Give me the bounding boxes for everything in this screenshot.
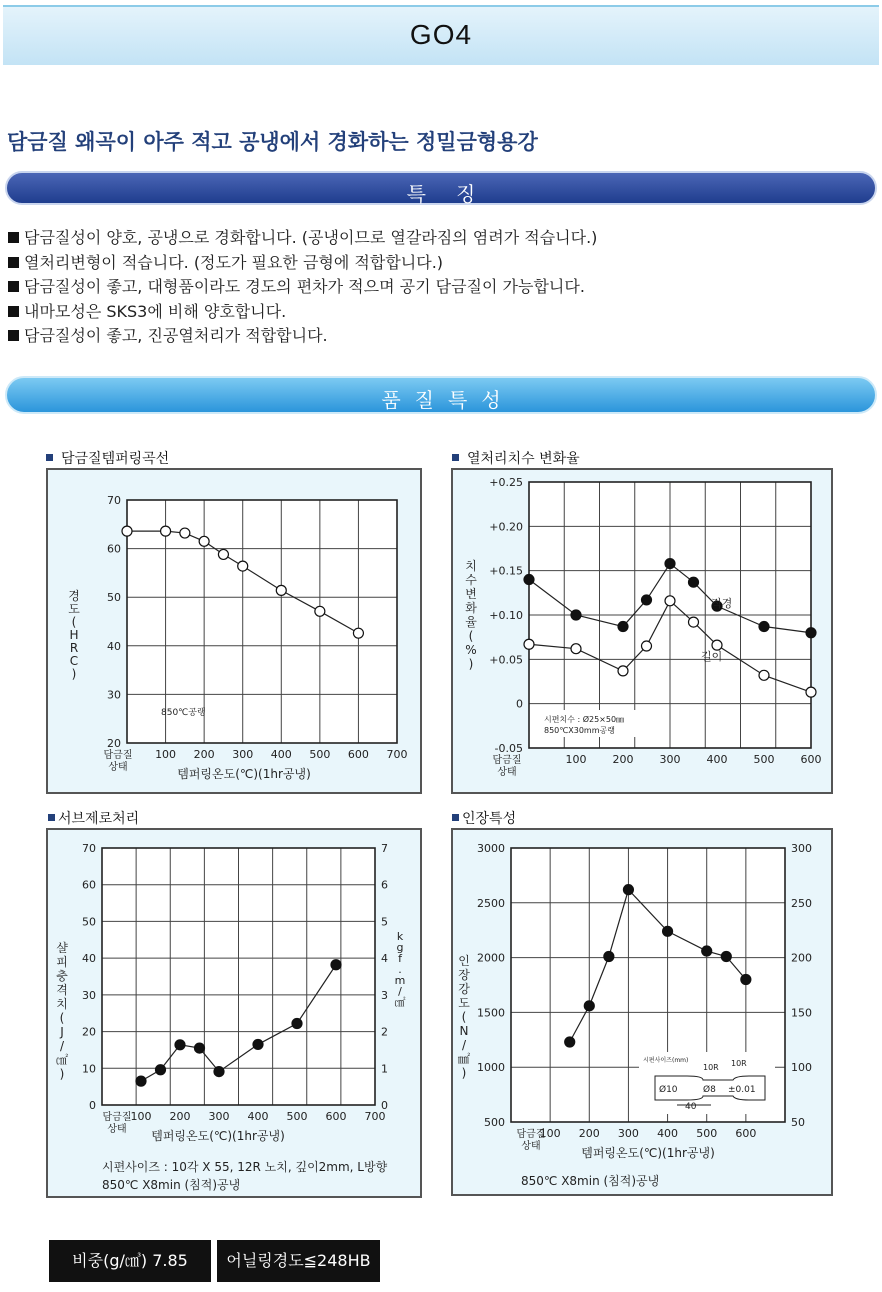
annotation-text: 시편치수 : Ø25×50㎜	[544, 715, 625, 724]
heading-square-icon	[48, 814, 55, 821]
specimen-label: 10R	[703, 1063, 719, 1072]
x-axis-label: 템퍼링온도(℃)(1hr공냉)	[151, 1129, 285, 1143]
specimen-label: 40	[685, 1102, 697, 1112]
x-tick-label: 담금질	[492, 755, 522, 766]
x-tick-label: 500	[696, 1127, 718, 1140]
y-tick-label: 70	[82, 842, 96, 855]
x-tick-label: 500	[309, 748, 331, 761]
data-point	[759, 670, 769, 680]
y2-tick-label: 7	[381, 842, 388, 855]
y-axis-label-char: 도	[68, 602, 80, 616]
chart2-title: 열처리치수 변화율	[467, 451, 580, 467]
y-tick-label: 0	[516, 697, 523, 711]
feature-list	[8, 226, 597, 349]
chart3-heading	[48, 808, 139, 828]
x-tick-label: 200	[612, 753, 634, 766]
x-axis-label: 템퍼링온도(℃)(1hr공냉)	[581, 1146, 715, 1160]
feature-text: 담금질성이 좋고, 진공열처리가 적합합니다.	[24, 326, 328, 345]
bullet-square-icon	[8, 281, 19, 292]
x-tick-label: 500	[753, 753, 775, 766]
x-tick-label: 상태	[521, 1141, 541, 1152]
data-point	[353, 628, 363, 638]
data-point	[712, 640, 722, 650]
feature-text: 담금질성이 좋고, 대형품이라도 경도의 편차가 적으며 공기 담금질이 가능합니다.	[24, 277, 585, 296]
features-section-title: 특징	[406, 182, 506, 206]
y2-axis-label-char: /	[398, 985, 402, 998]
x-tick-label: 400	[270, 748, 292, 761]
data-point	[665, 596, 675, 606]
data-point	[161, 526, 171, 536]
y-axis-label	[465, 558, 477, 671]
data-point	[663, 926, 673, 936]
y-tick-label: -0.05	[494, 742, 523, 755]
x-tick-label: 담금질	[516, 1129, 546, 1140]
series-label-length: 길이	[701, 650, 723, 663]
x-tick-label: 400	[657, 1127, 679, 1140]
data-point	[689, 577, 699, 587]
y-axis-label-char: N	[459, 1024, 469, 1038]
x-tick-label: 담금질	[102, 1112, 132, 1123]
bullet-square-icon	[8, 232, 19, 243]
specimen-label: Ø8	[703, 1085, 716, 1095]
y-axis-label-char: 피	[56, 955, 68, 969]
heading-square-icon	[452, 814, 459, 821]
y2-tick-label: 300	[791, 842, 812, 855]
data-point	[604, 952, 614, 962]
y2-tick-label: 6	[381, 878, 388, 892]
annotation-text: 850℃ X8min (침적)공냉	[521, 1174, 660, 1188]
x-tick-label: 700	[386, 748, 408, 761]
y-tick-label: +0.15	[489, 564, 523, 578]
y-axis-label-char: C	[69, 654, 79, 668]
x-tick-label: 100	[155, 748, 177, 761]
y-tick-label: 20	[107, 737, 121, 750]
feature-item	[8, 251, 597, 276]
y-axis-label-char: 충	[56, 969, 68, 983]
y-tick-label: 10	[82, 1062, 96, 1076]
data-point	[642, 595, 652, 605]
chart4-heading	[452, 808, 516, 828]
x-tick-label: 100	[539, 1127, 561, 1140]
feature-item	[8, 226, 597, 251]
data-point	[180, 528, 190, 538]
specimen-inset-title: 시편사이즈(mm)	[643, 1057, 689, 1064]
tensile-property-chart	[453, 830, 831, 1194]
x-tick-label: 400	[706, 753, 728, 766]
y-axis-label-char: J	[60, 1025, 64, 1039]
data-point	[524, 639, 534, 649]
features-section-bar	[5, 171, 877, 205]
data-point	[524, 575, 534, 585]
y-axis-label	[457, 953, 470, 1080]
x-tick-label: 상태	[107, 1124, 127, 1135]
x-tick-label: 상태	[108, 762, 128, 773]
series-label-diameter: 직경	[711, 597, 733, 610]
chart2-heading	[452, 448, 580, 468]
dimension-change-chart	[453, 470, 831, 792]
product-subtitle: 담금질 왜곡이 아주 적고 공냉에서 경화하는 정밀금형용강	[7, 130, 538, 154]
y-tick-label: 30	[82, 988, 96, 1002]
quality-section-bar	[5, 376, 877, 414]
y-axis-label-char: /	[461, 1038, 467, 1052]
y2-axis-label-char: g	[396, 941, 404, 954]
heading-square-icon	[452, 454, 459, 461]
chart1-heading	[46, 448, 169, 468]
y2-axis-label-char: k	[396, 930, 404, 943]
x-tick-label: 600	[347, 748, 369, 761]
y-axis-label-char: 도	[458, 996, 470, 1010]
x-tick-label: 300	[617, 1127, 639, 1140]
chart2-panel	[451, 468, 833, 794]
data-point	[806, 687, 816, 697]
y2-tick-label: 5	[381, 915, 388, 929]
y-tick-label: 1000	[477, 1061, 505, 1075]
subzero-treatment-chart	[48, 830, 420, 1196]
x-tick-label: 300	[659, 753, 681, 766]
y-axis-label-char: ㎟	[457, 1052, 471, 1066]
y2-axis-label-char: .	[398, 963, 402, 976]
y-axis-label-char: %	[465, 643, 477, 657]
title-bar	[3, 5, 879, 65]
chart4-panel	[451, 828, 833, 1196]
feature-item	[8, 324, 597, 349]
y-axis-label-char: 샬	[56, 941, 68, 955]
chart1-panel	[46, 468, 422, 794]
y-axis-label-char: )	[71, 667, 77, 681]
data-point	[565, 1037, 575, 1047]
y-tick-label: 60	[82, 878, 96, 892]
y-axis-label-char: 치	[56, 997, 68, 1011]
y-tick-label: 1500	[477, 1006, 505, 1020]
plot-area	[127, 500, 397, 743]
y-axis-label-char: 치	[465, 559, 477, 573]
y-axis-label-char: 율	[465, 615, 477, 629]
chart3-title: 서브제로처리	[58, 811, 140, 827]
y-axis-label-char: 수	[465, 573, 477, 587]
y-tick-label: 70	[107, 494, 121, 507]
y-axis-label-char: 격	[56, 983, 68, 997]
data-point	[721, 952, 731, 962]
y-axis-label	[68, 588, 80, 681]
y-axis-label-char: 변	[465, 587, 477, 601]
y-tick-label: 40	[82, 952, 96, 966]
y2-tick-label: 2	[381, 1025, 388, 1039]
feature-text: 내마모성은 SKS3에 비해 양호합니다.	[24, 301, 287, 321]
x-axis-label: 템퍼링온도(℃)(1hr공냉)	[177, 767, 311, 781]
annotation-text: 850℃ X8min (침적)공냉	[102, 1178, 241, 1192]
y-tick-label: 2000	[477, 951, 505, 965]
y-tick-label: 50	[107, 591, 121, 605]
y2-tick-label: 0	[381, 1099, 388, 1112]
y-axis-label-char: 화	[465, 601, 477, 615]
feature-item	[8, 300, 597, 325]
bullet-square-icon	[8, 330, 19, 341]
data-point	[199, 536, 209, 546]
y-axis-label-char: 강	[458, 982, 470, 996]
chart3-panel	[46, 828, 422, 1198]
data-point	[665, 559, 675, 569]
annotation-text: 시편사이즈 : 10각 X 55, 12R 노치, 깊이2mm, L방향	[102, 1160, 388, 1174]
x-tick-label: 300	[208, 1110, 230, 1123]
y-tick-label: 3000	[477, 842, 505, 855]
y-axis-label-char: )	[59, 1067, 65, 1081]
y-tick-label: +0.25	[489, 476, 523, 489]
data-point	[214, 1067, 224, 1077]
x-tick-label: 600	[800, 753, 822, 766]
y2-axis-label	[395, 930, 406, 1009]
data-point	[136, 1076, 146, 1086]
data-point	[571, 610, 581, 620]
y2-tick-label: 4	[381, 952, 388, 966]
data-point	[584, 1001, 594, 1011]
data-point	[689, 617, 699, 627]
data-point	[741, 975, 751, 985]
x-tick-label: 100	[565, 753, 587, 766]
y-axis-label-char: (	[71, 615, 77, 629]
y-axis-label-char: 경	[68, 589, 80, 603]
data-point	[195, 1043, 205, 1053]
y-axis-label-char: H	[69, 628, 79, 642]
data-point	[618, 666, 628, 676]
x-tick-label: 700	[364, 1110, 386, 1123]
data-point	[175, 1040, 185, 1050]
y2-tick-label: 200	[791, 951, 812, 965]
x-tick-label: 200	[193, 748, 215, 761]
y2-tick-label: 1	[381, 1062, 388, 1076]
x-tick-label: 담금질	[103, 750, 133, 761]
y-axis-label-char: (	[468, 629, 474, 643]
y-axis-label-char: R	[69, 641, 79, 655]
y2-axis-label-char: f	[398, 952, 402, 965]
specific-gravity-badge: 비중(g/㎤) 7.85	[49, 1240, 211, 1282]
y2-tick-label: 250	[791, 896, 812, 910]
bullet-square-icon	[8, 257, 19, 268]
x-tick-label: 600	[735, 1127, 757, 1140]
feature-item	[8, 275, 597, 300]
chart1-title: 담금질템퍼링곡선	[61, 451, 170, 467]
x-tick-label: 100	[130, 1110, 152, 1123]
y-tick-label: +0.05	[489, 653, 523, 667]
bullet-square-icon	[8, 306, 19, 317]
y-tick-label: 40	[107, 639, 121, 653]
data-point	[623, 885, 633, 895]
data-point	[759, 622, 769, 632]
x-tick-label: 300	[232, 748, 254, 761]
x-tick-label: 600	[325, 1110, 347, 1123]
annotation-text: 850℃공랭	[161, 708, 206, 718]
y-tick-label: 20	[82, 1025, 96, 1039]
heading-square-icon	[46, 454, 53, 461]
x-tick-label: 400	[247, 1110, 269, 1123]
y-tick-label: +0.20	[489, 520, 523, 534]
y-axis-label-char: /	[59, 1039, 65, 1053]
tempering-curve-chart	[48, 470, 420, 792]
data-point	[315, 606, 325, 616]
data-point	[218, 549, 228, 559]
feature-text: 담금질성이 양호, 공냉으로 경화합니다. (공냉이므로 열갈라짐의 염려가 적습니다.)	[24, 228, 598, 247]
data-point	[122, 526, 132, 536]
y2-tick-label: 100	[791, 1061, 812, 1075]
y2-tick-label: 150	[791, 1006, 812, 1020]
data-point	[238, 561, 248, 571]
y2-axis-label-char: m	[394, 974, 406, 987]
data-point	[806, 628, 816, 638]
y-axis-label-char: )	[461, 1066, 467, 1080]
y-tick-label: +0.10	[489, 609, 523, 622]
data-point	[702, 946, 712, 956]
data-point	[276, 585, 286, 595]
data-point	[331, 960, 341, 970]
x-tick-label: 상태	[497, 767, 517, 778]
y-axis-label-char: )	[468, 657, 474, 671]
annealing-hardness-badge: 어닐링경도≦248HB	[217, 1240, 380, 1282]
specimen-label: Ø10	[659, 1085, 678, 1095]
y2-axis-label-char: ㎠	[394, 996, 406, 1009]
data-point	[292, 1018, 302, 1028]
y-axis-label-char: ㎠	[55, 1053, 69, 1067]
chart4-title: 인장특성	[462, 811, 517, 827]
y-axis-label-char: 인	[458, 954, 470, 968]
page-title: GO4	[409, 19, 473, 50]
x-tick-label: 500	[286, 1110, 308, 1123]
y-tick-label: 500	[484, 1116, 505, 1129]
specimen-label: ±0.01	[728, 1085, 756, 1095]
data-point	[253, 1039, 263, 1049]
y-tick-label: 2500	[477, 896, 505, 910]
data-point	[571, 644, 581, 654]
quality-section-title: 품질특성	[381, 388, 515, 412]
feature-text: 열처리변형이 적습니다. (정도가 필요한 금형에 적합합니다.)	[24, 252, 444, 272]
y-tick-label: 0	[89, 1099, 96, 1112]
y-tick-label: 30	[107, 688, 121, 702]
y-axis-label-char: 장	[458, 968, 470, 982]
x-tick-label: 200	[578, 1127, 600, 1140]
y-axis-label-char: (	[461, 1010, 467, 1024]
y-axis-label	[56, 940, 68, 1081]
specimen-label: 10R	[731, 1059, 747, 1068]
data-point	[642, 641, 652, 651]
y2-tick-label: 3	[381, 988, 388, 1002]
y-axis-label-char: (	[59, 1011, 65, 1025]
y2-tick-label: 50	[791, 1116, 805, 1129]
y-tick-label: 60	[107, 542, 121, 556]
y-tick-label: 50	[82, 915, 96, 929]
data-point	[618, 622, 628, 632]
annotation-text: 850℃X30mm공랭	[544, 726, 615, 735]
x-tick-label: 200	[169, 1110, 191, 1123]
data-point	[156, 1065, 166, 1075]
